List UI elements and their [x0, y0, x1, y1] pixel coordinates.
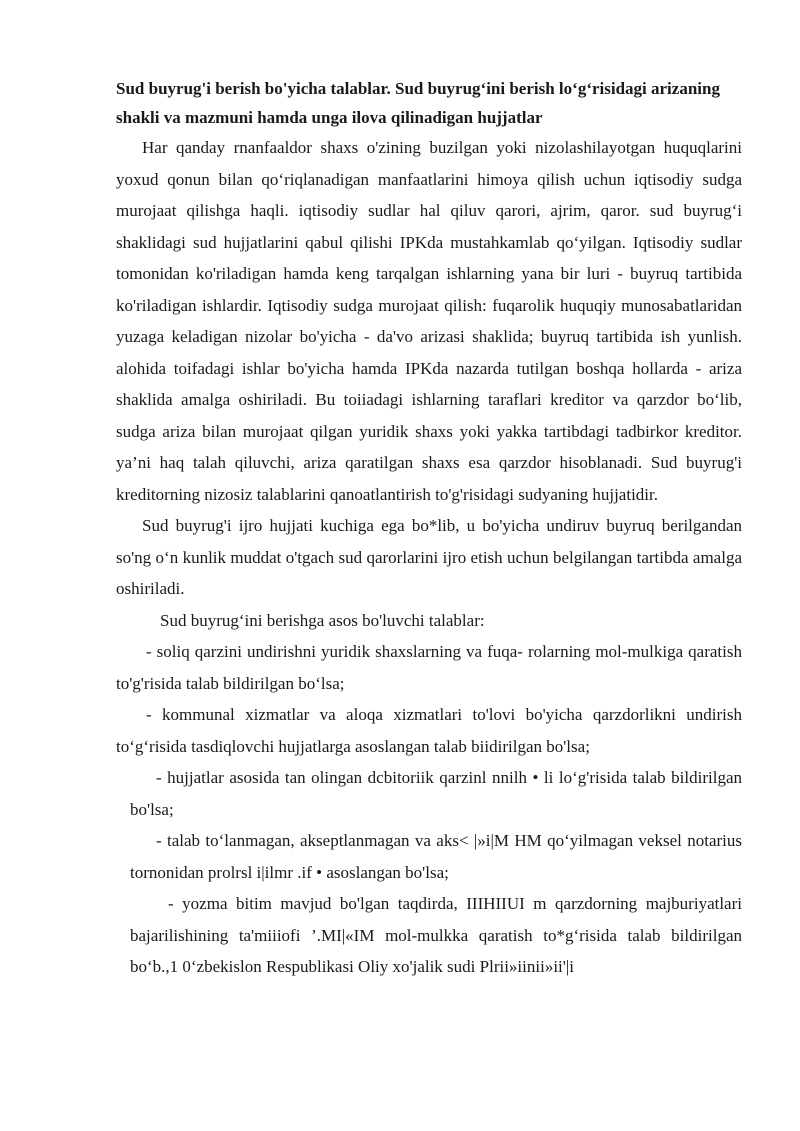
list-item-4: - talab to‘lanmagan, akseptlanmagan va aks< |»i|M HM qo‘yilmagan veksel notarius tornonidan prolrsl i|ilmr .if • asoslangan bo'lsa; [130, 831, 742, 882]
list-intro: Sud buyrug‘ini berishga asos bo'luvchi talablar: [160, 610, 485, 630]
list-item-5: - yozma bitim mavjud bo'lgan taqdirda, IIIHIIUI m qarzdorning majburiyatlari bajarilishining ta'miiiofi ’.MI|«IM mol-mulkka qaratish to*g‘risida talab bildirilgan bo‘b.,1 0‘zbekislon Respublikasi Oliy xo'jalik sudi Plrii»iinii»ii'|i [130, 894, 742, 976]
document-page [116, 72, 742, 983]
body-paragraph-1: Har qanday rnanfaaldor shaxs o'zining buzilgan yoki nizolashilayotgan huquqlarini yoxud qonun bilan qo‘riqlanadigan manfaatlarini himoya qilish uchun iqtisodiy sudga murojaat qilishga haqli. iqtisodiy sudlar hal qiluv qarori, ajrim, qaror. sud buyrug‘i shaklidagi sud hujjatlarini qabul qilishi IPKda mustahkamlab qo‘yilgan. Iqtisodiy sudlar tomonidan ko'riladigan hamda keng tarqalgan ishlarning yana bir luri - buyruq tartibida ko'riladigan ishlardir. Iqtisodiy sudga murojaat qilish: fuqarolik huquqiy munosabatlaridan yuzaga keladigan nizolar bo'yicha - da'vo arizasi shaklida; buyruq tartibida ish yunlish. alohida toifadagi ishlar bo'yicha hamda IPKda nazarda tutilgan boshqa hollarda - ariza shaklida amalga oshiriladi. Bu toiiadagi ishlarning taraflari kreditor va qarzdor bo‘lib, sudga ariza bilan murojaat qilgan yuridik shaxs yoki yakka tartibdagi tadbirkor kreditor. ya’ni haq talah qiluvchi, ariza qaratilgan shaxs esa qarzdor hisoblanadi. Sud buyrug'i kreditorning nizosiz talablarini qanoatlantirish to'g'risidagi sudyaning hujjatidir. [116, 138, 742, 504]
body-paragraph-2: Sud buyrug'i ijro hujjati kuchiga ega bo*lib, u bo'yicha undiruv buyruq berilgandan so'ng o‘n kunlik muddat o'tgach sud qarorlarini ijro etish uchun belgilangan tartibda amalga oshiriladi. [116, 516, 742, 598]
list-item-1: - soliq qarzini undirishni yuridik shaxslarning va fuqa- rolarning mol-mulkiga qaratish to'g'risida talab bildirilgan bo‘lsa; [116, 642, 742, 693]
list-item-2: - kommunal xizmatlar va aloqa xizmatlari to'lovi bo'yicha qarzdorlikni undirish to‘g‘risida tasdiqlovchi hujjatlarga asoslangan talab biidirilgan bo'lsa; [116, 705, 742, 756]
section-title: Sud buyrug'i berish bo'yicha talablar. Sud buyrug‘ini berish lo‘g‘risidagi arizaning shakli va mazmuni hamda unga ilova qilinadigan hujjatlar [116, 79, 720, 127]
list-item-3: - hujjatlar asosida tan olingan dcbitoriik qarzinl nnilh • li lo‘g'risida talab bildirilgan bo'lsa; [130, 768, 742, 819]
